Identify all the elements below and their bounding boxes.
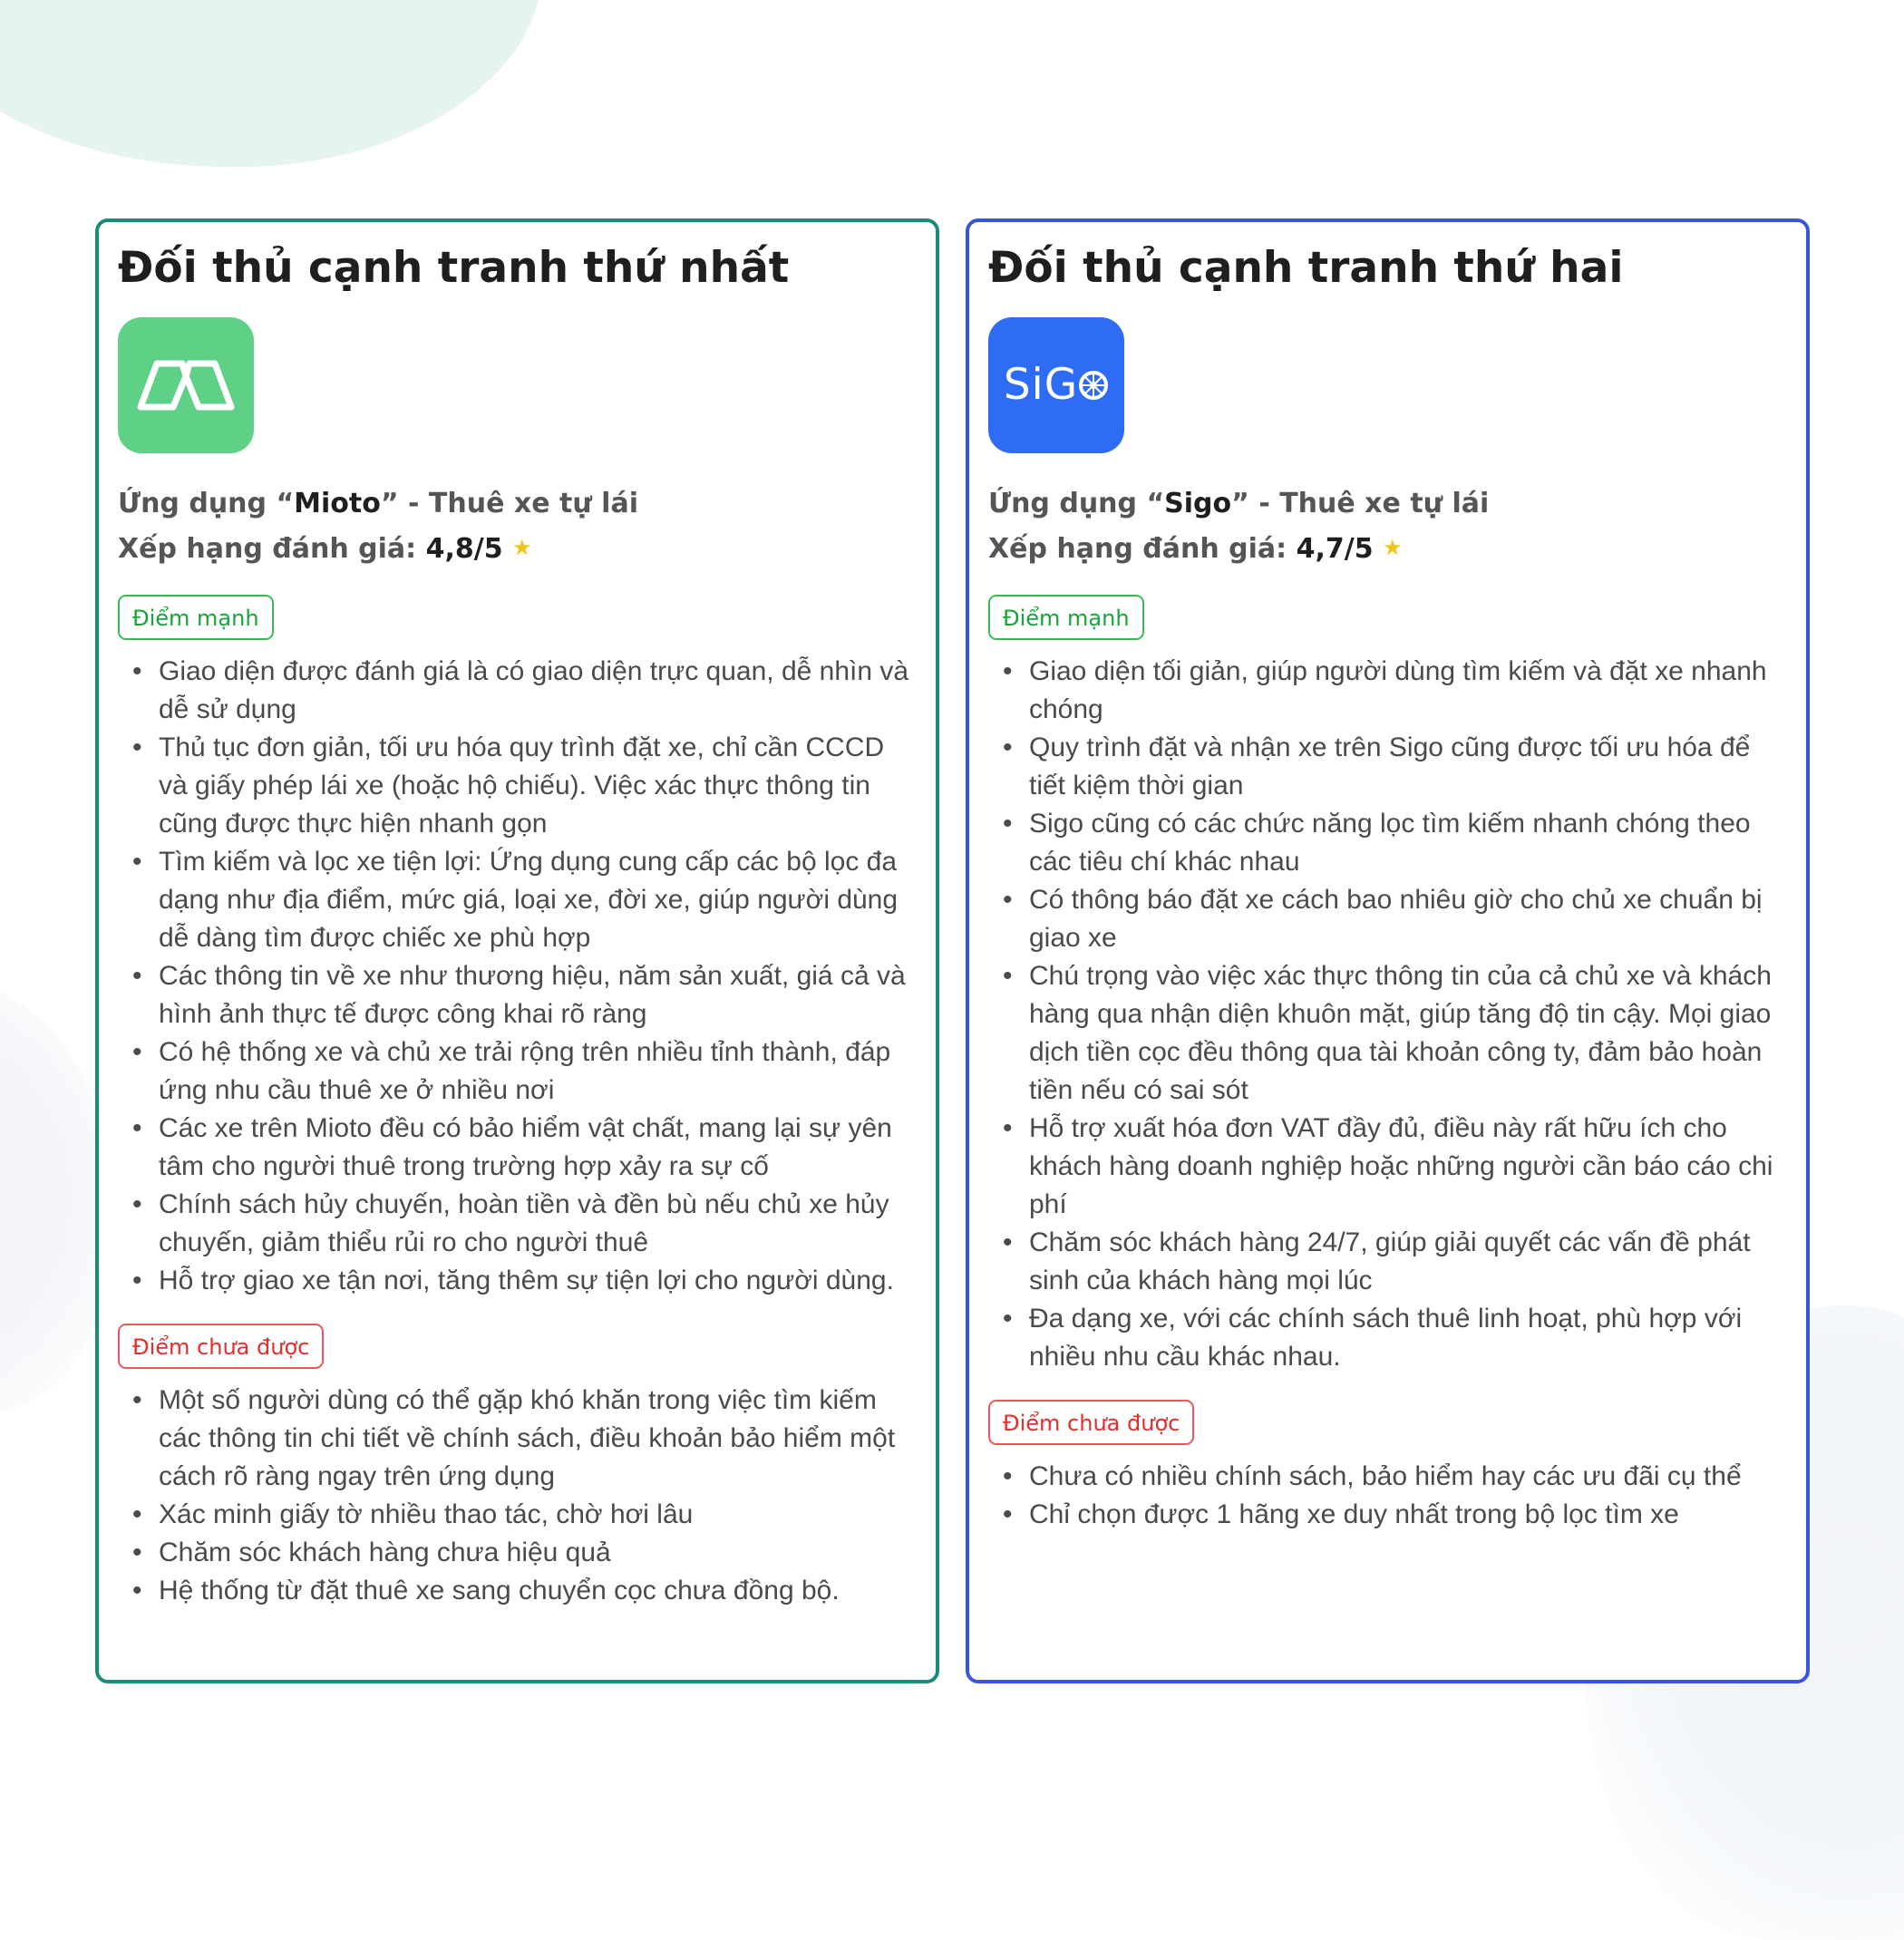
list-item: • Các xe trên Mioto đều có bảo hiểm vật chất, mang lại sự yên tâm cho người thuê trong trường hợp xảy ra sự cố	[159, 1110, 917, 1186]
competitor-card-first	[95, 218, 939, 1683]
sigo-wheel-icon	[1078, 370, 1109, 401]
list-item: • Đa dạng xe, với các chính sách thuê linh hoạt, phù hợp với nhiều nhu cầu khác nhau.	[1029, 1300, 1787, 1376]
sigo-logo-mark	[1004, 360, 1109, 410]
app-name-line	[118, 482, 917, 526]
card-title: Đối thủ cạnh tranh thứ hai	[988, 243, 1624, 293]
star-icon: ★	[512, 534, 532, 560]
weaknesses-list	[118, 1382, 917, 1610]
list-item: • Các thông tin về xe như thương hiệu, năm sản xuất, giá cả và hình ảnh thực tế được công khai rõ ràng	[159, 957, 917, 1033]
rating-line	[118, 526, 917, 571]
list-item: • Chỉ chọn được 1 hãng xe duy nhất trong bộ lọc tìm xe	[1029, 1496, 1787, 1534]
decorative-blob-left	[0, 979, 109, 1414]
sigo-logo-icon	[988, 317, 1124, 453]
weaknesses-list	[988, 1458, 1787, 1534]
rating-label: Xếp hạng đánh giá:	[118, 532, 426, 565]
strengths-list	[118, 653, 917, 1300]
card-title: Đối thủ cạnh tranh thứ nhất	[118, 243, 790, 293]
app-prefix: Ứng dụng “	[118, 487, 295, 519]
list-item: • Chính sách hủy chuyến, hoàn tiền và đền bù nếu chủ xe hủy chuyến, giảm thiểu rủi ro cho người thuê	[159, 1186, 917, 1262]
app-prefix: Ứng dụng “	[988, 487, 1165, 519]
rating-value: 4,8/5	[425, 532, 503, 565]
list-item: • Một số người dùng có thể gặp khó khăn trong việc tìm kiếm các thông tin chi tiết về chính sách, điều khoản bảo hiểm một cách rõ ràng ngay trên ứng dụng	[159, 1382, 917, 1496]
rating-value: 4,7/5	[1296, 532, 1374, 565]
app-suffix: ” - Thuê xe tự lái	[1231, 487, 1490, 519]
star-icon: ★	[1383, 534, 1403, 560]
strengths-tag: Điểm mạnh	[988, 595, 1144, 640]
strengths-tag: Điểm mạnh	[118, 595, 274, 640]
list-item: • Chăm sóc khách hàng chưa hiệu quả	[159, 1534, 917, 1572]
list-item: • Chú trọng vào việc xác thực thông tin của cả chủ xe và khách hàng qua nhận diện khuôn mặt, giúp tăng độ tin cậy. Mọi giao dịch tiền cọc đều thông qua tài khoản công ty, đảm bảo hoàn tiền nếu có sai sót	[1029, 957, 1787, 1110]
list-item: • Xác minh giấy tờ nhiều thao tác, chờ hơi lâu	[159, 1496, 917, 1534]
list-item: • Hỗ trợ xuất hóa đơn VAT đầy đủ, điều này rất hữu ích cho khách hàng doanh nghiệp hoặc những người cần báo cáo chi phí	[1029, 1110, 1787, 1224]
mioto-logo-icon	[118, 317, 254, 453]
strengths-list	[988, 653, 1787, 1376]
list-item: • Sigo cũng có các chức năng lọc tìm kiếm nhanh chóng theo các tiêu chí khác nhau	[1029, 805, 1787, 881]
list-item: • Tìm kiếm và lọc xe tiện lợi: Ứng dụng cung cấp các bộ lọc đa dạng như địa điểm, mức giá, loại xe, đời xe, giúp người dùng dễ dàng tìm được chiếc xe phù hợp	[159, 843, 917, 957]
mioto-logo-mark	[135, 358, 237, 412]
list-item: • Chưa có nhiều chính sách, bảo hiểm hay các ưu đãi cụ thể	[1029, 1458, 1787, 1496]
list-item: • Hệ thống từ đặt thuê xe sang chuyển cọc chưa đồng bộ.	[159, 1572, 917, 1610]
list-item: • Giao diện tối giản, giúp người dùng tìm kiếm và đặt xe nhanh chóng	[1029, 653, 1787, 729]
weaknesses-tag: Điểm chưa được	[988, 1400, 1194, 1445]
list-item: • Giao diện được đánh giá là có giao diện trực quan, dễ nhìn và dễ sử dụng	[159, 653, 917, 729]
sigo-logo-text: SiG	[1003, 360, 1079, 411]
rating-line	[988, 526, 1787, 571]
app-name: Sigo	[1164, 487, 1232, 519]
rating-label: Xếp hạng đánh giá:	[988, 532, 1297, 565]
app-suffix: ” - Thuê xe tự lái	[380, 487, 638, 519]
competitor-card-second	[966, 218, 1810, 1683]
weaknesses-tag: Điểm chưa được	[118, 1324, 324, 1369]
list-item: • Có thông báo đặt xe cách bao nhiêu giờ cho chủ xe chuẩn bị giao xe	[1029, 881, 1787, 957]
list-item: • Hỗ trợ giao xe tận nơi, tăng thêm sự tiện lợi cho người dùng.	[159, 1262, 917, 1300]
list-item: • Có hệ thống xe và chủ xe trải rộng trên nhiều tỉnh thành, đáp ứng nhu cầu thuê xe ở nhiều nơi	[159, 1033, 917, 1110]
list-item: • Quy trình đặt và nhận xe trên Sigo cũng được tối ưu hóa để tiết kiệm thời gian	[1029, 729, 1787, 805]
list-item: • Chăm sóc khách hàng 24/7, giúp giải quyết các vấn đề phát sinh của khách hàng mọi lúc	[1029, 1224, 1787, 1300]
list-item: • Thủ tục đơn giản, tối ưu hóa quy trình đặt xe, chỉ cần CCCD và giấy phép lái xe (hoặc hộ chiếu). Việc xác thực thông tin cũng được thực hiện nhanh gọn	[159, 729, 917, 843]
app-name: Mioto	[294, 487, 381, 519]
decorative-blob-top	[0, 0, 552, 184]
app-name-line	[988, 482, 1787, 526]
